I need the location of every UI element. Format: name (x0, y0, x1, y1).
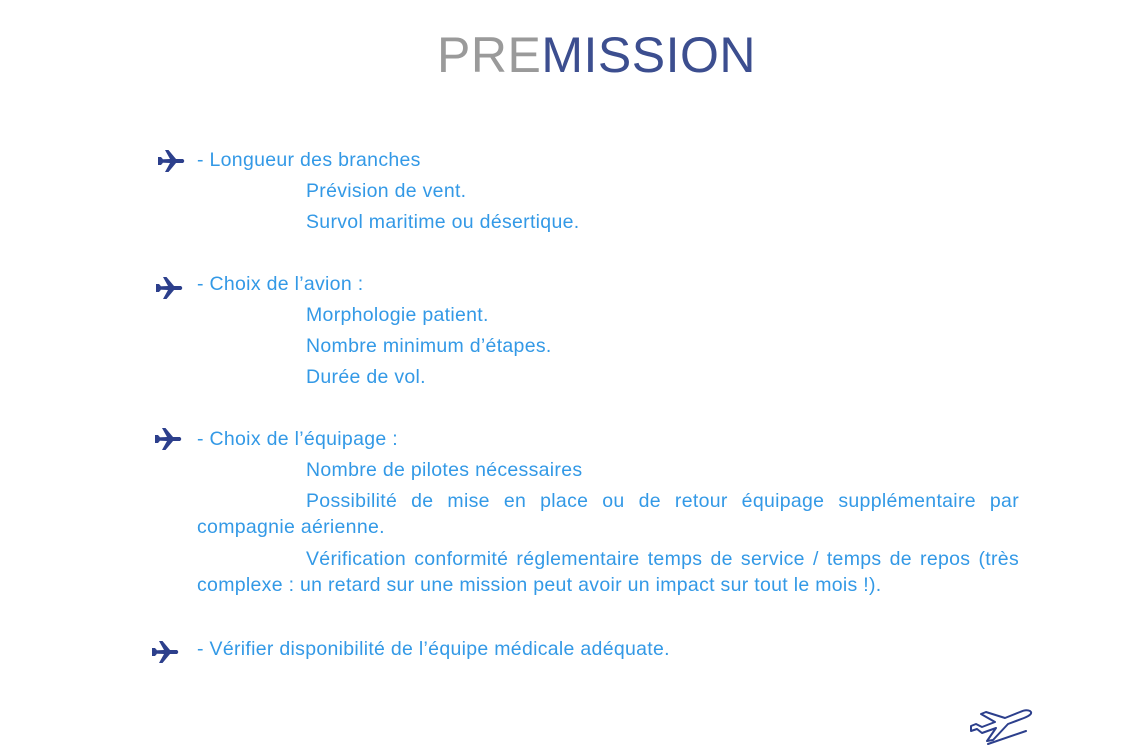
list-item: Vérification conformité réglementaire temps de service / temps de repos (très complexe : un retard sur une mission peut avoir un impact sur tout le mois !). (197, 548, 1019, 596)
airplane-icon (153, 426, 183, 452)
list-item: Nombre de pilotes nécessaires (306, 459, 583, 481)
section-crew (197, 424, 1019, 598)
slide-content (197, 145, 1019, 665)
airplane-icon (150, 639, 180, 665)
airplane-icon (154, 275, 184, 301)
section-heading: - Choix de l’avion : (197, 273, 364, 295)
list-item: Morphologie patient. (306, 304, 489, 326)
section-heading: - Choix de l’équipage : (197, 428, 398, 450)
airplane-icon (156, 148, 186, 174)
title-prefix: PRE (437, 27, 542, 83)
section-medical-team (197, 634, 1019, 665)
section-heading: - Longueur des branches (197, 149, 421, 171)
list-item: Nombre minimum d’étapes. (306, 335, 552, 357)
airplane-outline-icon (968, 708, 1036, 746)
list-item: Durée de vol. (306, 366, 426, 388)
section-heading: - Vérifier disponibilité de l’équipe médicale adéquate. (197, 638, 670, 660)
list-item: Prévision de vent. (306, 180, 467, 202)
list-item: Survol maritime ou désertique. (306, 211, 580, 233)
slide-title (0, 27, 1122, 83)
list-item: Possibilité de mise en place ou de retour équipage supplémentaire par compagnie aérienne. (197, 490, 1019, 538)
section-aircraft (197, 269, 1019, 393)
section-branches (197, 145, 1019, 238)
title-main: MISSION (541, 27, 756, 83)
